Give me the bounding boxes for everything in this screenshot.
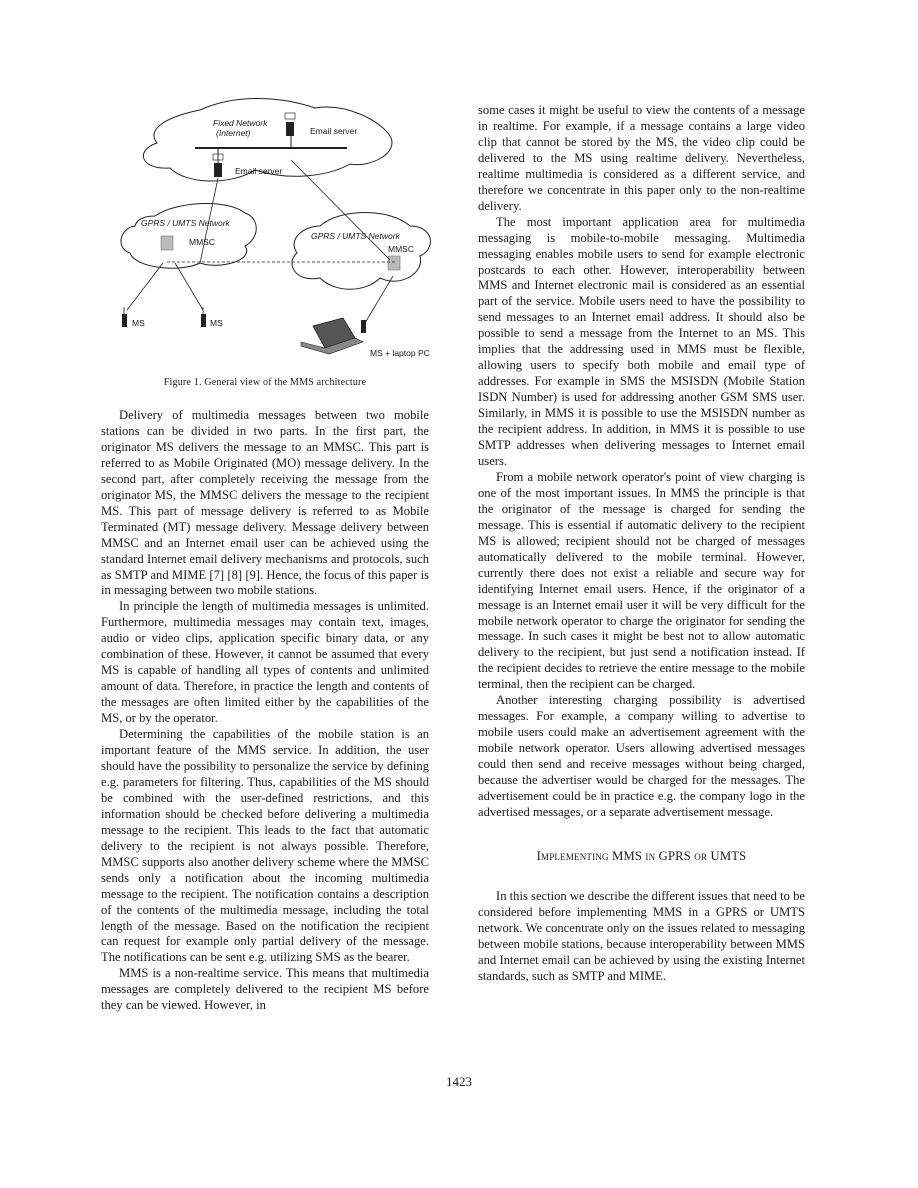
email-server-icon-2: [214, 163, 222, 177]
label-gprs-right: GPRS / UMTS Network: [311, 231, 400, 241]
paragraph: Another interesting charging possibility is advertised messages. For example, a company willing to advertise to mobile users could make an advertisement agreement with the mobile network operator. Users allowing advertised messages could then send and receive messages without being charged, because the advertiser would be charged for the messages. The advertisement could be in practice e.g. the company logo in the advertised messages, or a separate advertisement message.: [478, 693, 805, 819]
label-email-server: Email server: [235, 166, 283, 176]
paragraph: MMS is a non-realtime service. This means that multimedia messages are completely delivered to the recipient MS before they can be viewed. However, in: [101, 966, 429, 1013]
section-heading: Implementing MMS in GPRS or UMTS: [536, 848, 747, 863]
mobile-phone-icon-2: [201, 314, 206, 327]
link-server-right: [291, 160, 390, 260]
mmsc-right-icon: [388, 256, 400, 270]
gprs-left-cloud: [121, 203, 256, 268]
label-ms-1: MS: [132, 318, 145, 328]
architecture-diagram: [115, 98, 445, 363]
figure-mms-architecture: [115, 98, 445, 363]
label-mmsc-right: MMSC: [388, 244, 414, 254]
paragraph: From a mobile network operator's point of view charging is one of the most important issues. In MMS the principle is that the originator of the message is charged for sending the message. This is essential if automatic delivery to the recipient MS is allowed; recipient should not be charged of messages automatically delivered to the mobile terminal. However, currently there does not exist a reliable and secure way for identifying Internet email users. Hence, if the originator of a message is an Internet email user it will be very difficult for the mobile network operator to charge the originator for sending the message. In such cases it might be best not to allow automatic delivery to the recipient, but just send a notification instead. If the recipient decides to retrieve the entire message to the mobile terminal, then the recipient can be charged.: [478, 469, 805, 692]
label-internet: (Internet): [216, 128, 251, 138]
paragraph: In this section we describe the different issues that need to be considered before implementing MMS in a GPRS or UMTS network. We concentrate only on the issues related to messaging between mobile stations, because interoperability between MMS and Internet email can be achieved by using the existing Internet standards, such as SMTP and MIME.: [478, 888, 805, 983]
figure-caption: Figure 1. General view of the MMS architecture: [163, 377, 367, 388]
label-gprs-left: GPRS / UMTS Network: [141, 218, 230, 228]
link-mmsc-ms2: [175, 263, 203, 310]
email-server-monitor-icon: [285, 113, 295, 119]
paragraph: Delivery of multimedia messages between two mobile stations can be divided in two parts. In the first part, the originator MS delivers the message to an MMSC. This part is referred to as Mobile Originated (MO) message delivery. In the second part, after completely receiving the message from the originator MS, the MMSC delivers the message to the recipient MS. This part of message delivery is referred to as Mobile Terminated (MT) message delivery. Message delivery between MMSC and an Internet email user can be achieved using the standard Internet email delivery mechanisms and protocols, such as SMTP and MIME [7] [8] [9]. Hence, the focus of this paper is in messaging between two mobile stations.: [101, 408, 429, 598]
paragraph: In principle the length of multimedia messages is unlimited. Furthermore, multimedia messages may contain text, images, audio or video clips, application specific binary data, or any combination of these. However, it cannot be assumed that every MS is capable of handling all types of contents and unlimited amount of data. Therefore, in practice the length and contents of the messages are often limited either by the capabilities of the MS, or by the operator.: [101, 599, 429, 726]
label-fixed-network: Fixed Network: [213, 118, 268, 128]
mmsc-left-icon: [161, 236, 173, 250]
email-server-icon: [286, 122, 294, 136]
link-mmsc-laptop: [365, 276, 393, 323]
label-ms-laptop: MS + laptop PC: [370, 348, 430, 358]
label-mmsc-left: MMSC: [189, 237, 215, 247]
mobile-phone-icon-1: [122, 314, 127, 327]
paragraph: The most important application area for multimedia messaging is mobile-to-mobile messaging. Multimedia messaging enables mobile users to send for example electronic postcards to each other. However, interoperability between MMS and Internet electronic mail is considered as an essential part of the service. Mobile users need to have the possibility to send messages to an Internet email address. It should also be possible to send a message from the Internet to an MS. This implies that the addressing used in MMS must be flexible, allowing users to specify both mobile and email type of addresses. For example in SMS the MSISDN (Mobile Station ISDN Number) is used for addressing another GSM SMS user. Similarly, in MMS it is possible to use the MSISDN number as the recipient address. In addition, in MMS it is possible to use SMTP addresses when delivering messages to Internet email users.: [478, 214, 805, 468]
label-email-server-top: Email server: [310, 126, 358, 136]
paragraph: some cases it might be useful to view the contents of a message in realtime. For example, if a message contains a large video clip that cannot be stored by the MS, the video clip could be delivered to the MS using realtime delivery. Nevertheless, realtime multimedia is considered as a different service, and therefore we concentrate in this paper only to the non-realtime delivery.: [478, 103, 805, 213]
page-number: 1423: [446, 1074, 472, 1089]
right-column: [478, 103, 805, 985]
label-ms-2: MS: [210, 318, 223, 328]
link-mmsc-ms1: [127, 263, 163, 310]
paragraph: Determining the capabilities of the mobile station is an important feature of the MMS service. In addition, the user should have the possibility to personalize the service by defining e.g. parameters for filtering. Thus, capabilities of the MS should be combined with the user-defined restrictions, and this information should be checked before delivering a multimedia message to the recipient. This leads to the fact that automatic delivery to the recipient is not always possible. Therefore, MMSC supports also another delivery scheme where the MMSC sends only a notification about the incoming multimedia message to the recipient. The notification contains a description of the contents of the multimedia message, including the total length of the message. Based on the notification the recipient can request for example only partial delivery of the message. The notifications can be sent e.g. utilizing SMS as the bearer.: [101, 727, 429, 965]
mobile-phone-icon-3: [361, 320, 366, 333]
left-column: [101, 408, 429, 1014]
